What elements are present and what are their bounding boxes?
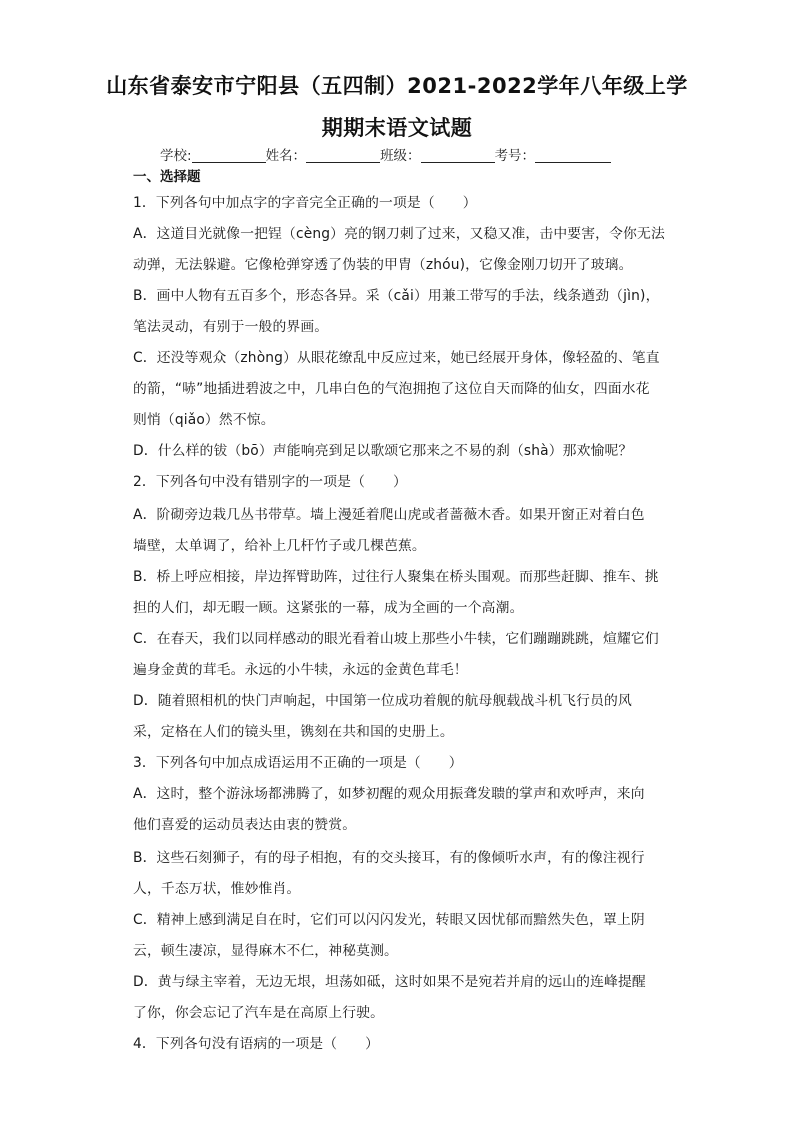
- question-line: 遍身金黄的茸毛。永远的小牛犊，永远的金黄色茸毛！: [133, 662, 468, 678]
- school-blank: [192, 148, 266, 163]
- question-line: 担的人们，却无暇一顾。这紧张的一幕，成为全画的一个高潮。: [133, 600, 524, 616]
- question-line: D．什么样的钹（bō）声能响亮到足以歌颂它那来之不易的刹（shà）那欢愉呢？: [133, 443, 633, 459]
- student-info-row: [160, 144, 611, 164]
- question-line: D．黄与绿主宰着，无边无垠，坦荡如砥，这时如果不是宛若并肩的远山的连峰提醒: [133, 974, 646, 990]
- question-line: 笔法灵动，有别于一般的界画。: [133, 319, 329, 335]
- class-blank: [421, 148, 495, 163]
- question-line: 动弹，无法躲避。它像枪弹穿透了伪装的甲胄（zhóu)，它像金刚刀切开了玻璃。: [133, 257, 633, 273]
- number-blank: [535, 148, 611, 163]
- school-label: 学校:: [160, 148, 192, 164]
- exam-title-line-1: 山东省泰安市宁阳县（五四制）2021-2022学年八年级上学: [106, 74, 688, 98]
- question-line: 4．下列各句没有语病的一项是（ ）: [133, 1036, 380, 1052]
- question-line: B．画中人物有五百多个，形态各异。采（cǎi）用兼工带写的手法，线条遒劲（jìn)，: [133, 288, 660, 304]
- name-blank: [306, 148, 380, 163]
- question-line: 的箭，“哧”地插进碧波之中，几串白色的气泡拥抱了这位自天而降的仙女，四面水花: [133, 381, 650, 397]
- question-line: 了你，你会忘记了汽车是在高原上行驶。: [133, 1005, 385, 1021]
- question-line: 1．下列各句中加点字的字音完全正确的一项是（ ）: [133, 195, 477, 211]
- number-label: 考号：: [494, 148, 536, 164]
- question-line: B．桥上呼应相接，岸边挥臂助阵，过往行人聚集在桥头围观。而那些赶脚、推车、挑: [133, 569, 659, 585]
- question-line: A．阶砌旁边栽几丛书带草。墙上漫延着爬山虎或者蔷薇木香。如果开窗正对着白色: [133, 507, 645, 523]
- question-line: 墙壁，太单调了，给补上几杆竹子或几棵芭蕉。: [133, 538, 426, 554]
- question-line: A．这道目光就像一把锃（cèng）亮的钢刀刺了过来，又稳又准，击中要害，令你无法: [133, 226, 665, 242]
- exam-title-line-2: 期期末语文试题: [321, 116, 473, 140]
- question-line: C．还没等观众（zhòng）从眼花缭乱中反应过来，她已经展开身体，像轻盈的、笔直: [133, 350, 660, 366]
- section-heading-choice: 一、选择题: [133, 169, 201, 185]
- question-line: A．这时，整个游泳场都沸腾了，如梦初醒的观众用振聋发聩的掌声和欢呼声，来向: [133, 786, 645, 802]
- question-line: B．这些石刻狮子，有的母子相抱，有的交头接耳，有的像倾听水声，有的像注视行: [133, 850, 645, 866]
- question-line: 则悄（qiǎo）然不惊。: [133, 412, 275, 428]
- question-line: D．随着照相机的快门声响起，中国第一位成功着舰的航母舰载战斗机飞行员的风: [133, 693, 632, 709]
- question-line: 3．下列各句中加点成语运用不正确的一项是（ ）: [133, 755, 463, 771]
- question-line: 2．下列各句中没有错别字的一项是（ ）: [133, 474, 407, 490]
- question-line: 人，千态万状，惟妙惟肖。: [133, 881, 301, 897]
- class-label: 班级：: [380, 148, 421, 164]
- question-line: C．在春天，我们以同样感动的眼光看着山坡上那些小牛犊，它们蹦蹦跳跳，煊耀它们: [133, 631, 659, 647]
- question-line: 采，定格在人们的镜头里，镌刻在共和国的史册上。: [133, 724, 454, 740]
- name-label: 姓名：: [265, 148, 307, 164]
- question-line: 他们喜爱的运动员表达由衷的赞赏。: [133, 817, 357, 833]
- question-line: 云，顿生凄凉，显得麻木不仁，神秘莫测。: [133, 943, 398, 959]
- question-line: C．精神上感到满足自在时，它们可以闪闪发光，转眼又因忧郁而黯然失色，罩上阴: [133, 912, 645, 928]
